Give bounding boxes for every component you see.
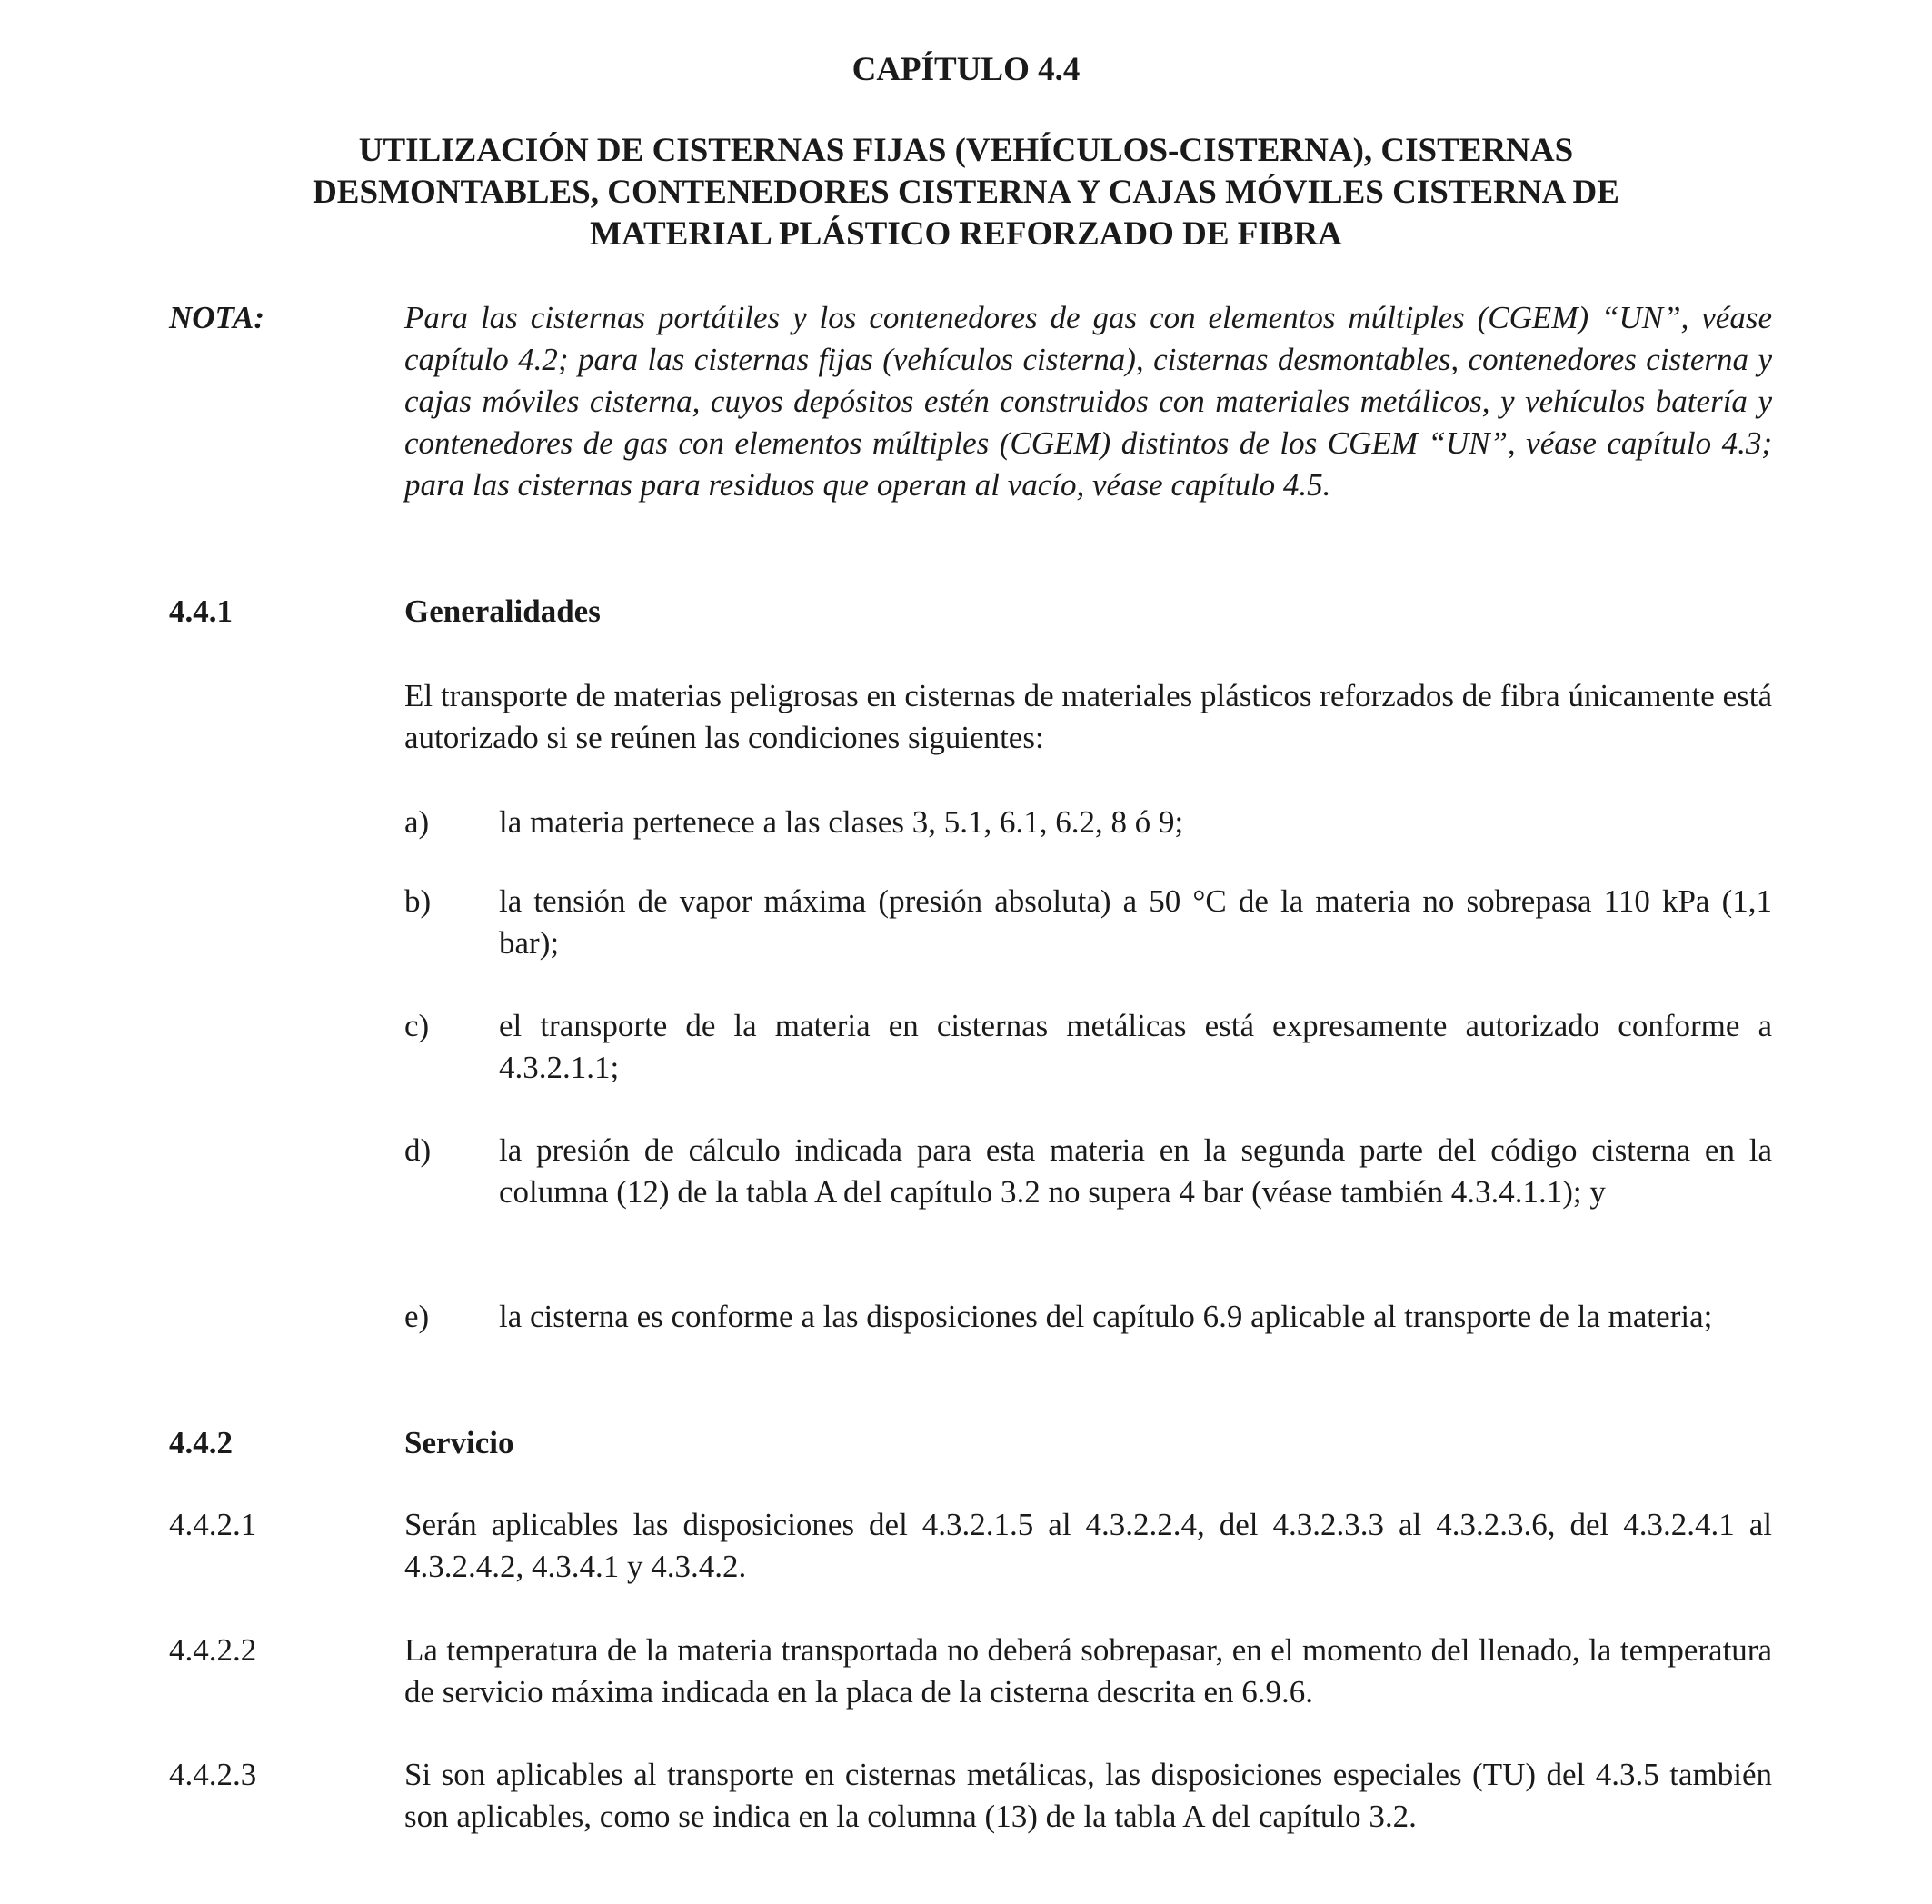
subsection-number: 4.4.2.3 — [169, 1757, 257, 1792]
note-label: NOTA: — [169, 300, 264, 335]
section-heading: Generalidades — [404, 593, 601, 629]
chapter-subtitle-line: UTILIZACIÓN DE CISTERNAS FIJAS (VEHÍCULOS-CISTERNA), CISTERNAS — [358, 132, 1574, 169]
subsection-number: 4.4.2.1 — [169, 1507, 257, 1542]
list-item-letter: a) — [404, 804, 430, 840]
section-intro-text: El transporte de materias peligrosas en cisternas de materiales plásticos reforzados de fibra únicamente está autorizado si se reúnen las condiciones siguientes: — [404, 678, 1772, 755]
chapter-subtitle-line: MATERIAL PLÁSTICO REFORZADO DE FIBRA — [590, 215, 1342, 253]
list-item-text: el transporte de la materia en cisternas metálicas está expresamente autorizado conforme a 4.3.2.1.1; — [499, 1008, 1772, 1085]
list-item-text: la presión de cálculo indicada para esta materia en la segunda parte del código cisterna en la columna (12) de la tabla A del capítulo 3.2 no supera 4 bar (véase también 4.3.4.1.1); y — [499, 1132, 1772, 1210]
list-item-letter: c) — [404, 1008, 430, 1043]
list-item-letter: d) — [404, 1132, 432, 1168]
section-heading: Servicio — [404, 1425, 514, 1460]
chapter-subtitle — [164, 130, 1768, 255]
subsection-number: 4.4.2.2 — [169, 1632, 257, 1668]
list-item-letter: b) — [404, 883, 432, 919]
list-item-letter: e) — [404, 1299, 430, 1334]
list-item-text: la materia pertenece a las clases 3, 5.1, 6.1, 6.2, 8 ó 9; — [499, 804, 1184, 840]
chapter-title: CAPÍTULO 4.4 — [851, 51, 1081, 88]
subsection-text: La temperatura de la materia transportada no deberá sobrepasar, en el momento del llenado, la temperatura de servicio máxima indicada en la placa de la cisterna descrita en 6.9.6. — [404, 1632, 1772, 1710]
subsection-text: Si son aplicables al transporte en cisternas metálicas, las disposiciones especiales (TU) del 4.3.5 también son aplicables, como se indica en la columna (13) de la tabla A del capítulo 3.2. — [404, 1757, 1772, 1834]
note-text: Para las cisternas portátiles y los contenedores de gas con elementos múltiples (CGEM) “UN”, véase capítulo 4.2; para las cisternas fijas (vehículos cisterna), cisternas desmontables, contenedores cisterna y cajas móviles cisterna, cuyos depósitos estén construidos con materiales metálicos, y vehículos batería y contenedores de gas con elementos múltiples (CGEM) distintos de los CGEM “UN”, véase capítulo 4.3; para las cisternas para residuos que operan al vacío, véase capítulo 4.5. — [404, 300, 1772, 503]
section-number: 4.4.2 — [169, 1425, 233, 1460]
section-number: 4.4.1 — [169, 593, 233, 629]
chapter-subtitle-line: DESMONTABLES, CONTENEDORES CISTERNA Y CAJAS MÓVILES CISTERNA DE — [313, 174, 1619, 211]
list-item-text: la tensión de vapor máxima (presión absoluta) a 50 °C de la materia no sobrepasa 110 kPa (1,1 bar); — [499, 883, 1772, 961]
subsection-text: Serán aplicables las disposiciones del 4.3.2.1.5 al 4.3.2.2.4, del 4.3.2.3.3 al 4.3.2.3.6, del 4.3.2.4.1 al 4.3.2.4.2, 4.3.4.1 y 4.3.4.2. — [404, 1507, 1772, 1584]
list-item-text: la cisterna es conforme a las disposiciones del capítulo 6.9 aplicable al transporte de la materia; — [499, 1299, 1713, 1334]
